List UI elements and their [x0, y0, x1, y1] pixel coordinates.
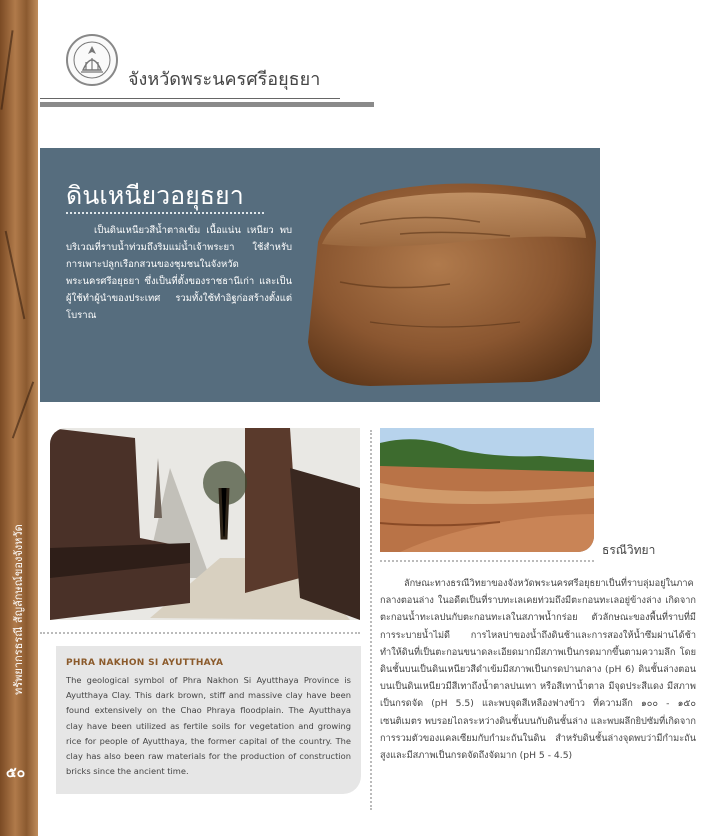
feature-title: ดินเหนียวอยุธยา: [66, 181, 244, 210]
geology-description: ลักษณะทางธรณีวิทยาของจังหวัดพระนครศรีอยุธยาเป็นที่ราบลุ่มอยู่ในภาคกลางตอนล่าง ในอดีตเป็นที่ราบทะเลเคยท่วมถึงมีตะกอนทะเลอยู่ข้างล่าง เกิดจากตะกอนน้ำทะเลปนกับตะกอนทะเลในสภาพน้ำกร่อย ตัวลักษณะของพื้นที่ราบที่มีการระบายน้ำไม่ดี การไหลบ่าของน้ำถึงดินช้าและการสองให้น้ำซึมผ่านได้ช้า ทำให้ดินที่เป็นตะกอนขนาดละเอียดมากมีสภาพเป็นกรดมากขึ้นตามความลึก โดยดินชั้นบนเป็นดินเหนียวสีดำเข้มมีสภาพเป็นกรดปานกลาง (pH 6) ดินชั้นล่างตอนบนเป็นดินเหนียวมีสีเทาถึงน้ำตาลปนเทา หรือสีเทาน้ำตาล มีจุดประสีแดง มีสภาพเป็นกรดจัด (pH 5.5) และพบจุดสีเหลืองฟางข้าว ที่ความลึก ๑๐๐ - ๑๕๐ เซนติเมตร พบรอยไถลระหว่างดินชั้นบนกับดินชั้นล่าง และพบผลึกยิปซัมที่เกิดจากการรวมตัวของแคลเซียมกับกำมะถันในดิน สำหรับดินชั้นล่างจุดพบว่ามีกำมะถันสูงและมีสภาพเป็นกรดจัดถึงจัดมาก (pH 5 - 4.5): [380, 578, 696, 762]
english-summary-box: [56, 646, 361, 794]
clay-crack: [12, 381, 34, 438]
dotted-divider: [40, 632, 360, 634]
feature-dotted-divider: [66, 212, 264, 214]
ayutthaya-provincial-seal-icon: [66, 34, 118, 86]
dotted-divider: [370, 430, 372, 810]
geology-label: ธรณีวิทยา: [602, 543, 656, 557]
sidebar-vertical-text: ทรัพยากรธรณี สัญลักษณ์ของจังหวัด: [12, 524, 25, 696]
ayutthaya-clay-sample-image: [300, 172, 600, 390]
header-gray-bar: [40, 102, 374, 107]
english-heading: PHRA NAKHON SI AYUTTHAYA: [66, 658, 224, 668]
dotted-divider: [380, 560, 594, 562]
feature-description: เป็นดินเหนียวสีน้ำตาลเข้ม เนื้อแน่น เหนียว พบบริเวณที่ราบน้ำท่วมถึงริมแม่น้ำเจ้าพระยา ใช้สำหรับการเพาะปลูกเรือกสวนของชุมชนในจังหวัดพระนครศรีอยุธยา ซึ่งเป็นที่ตั้งของราชธานีเก่า และเป็นผู้ใช้ทำผู้นำของประเทศ รวมทั้งใช้ทำอิฐก่อสร้างตั้งแต่โบราณ: [66, 225, 292, 321]
english-description: The geological symbol of Phra Nakhon Si Ayutthaya Province is Ayutthaya Clay. This dark brown, stiff and massive clay have been found extensively on the Chao Phraya floodplain. The Ayutthaya clay have been utilized as fertile soils for vegetation and growing rice for people of Ayutthaya, the former capital of the country. The clay has also been raw materials for the production of construction bricks since the ancient time.: [66, 675, 351, 777]
page-number: ๕๐: [6, 765, 26, 781]
clay-crack: [0, 30, 13, 109]
clay-crack: [5, 231, 26, 319]
province-title: จังหวัดพระนครศรีอยุธยา: [128, 69, 321, 90]
title-rule: [40, 98, 340, 99]
left-clay-band: [0, 0, 38, 836]
excavation-pit-photo: [380, 428, 594, 552]
ayutthaya-ruins-photo: [50, 428, 360, 620]
